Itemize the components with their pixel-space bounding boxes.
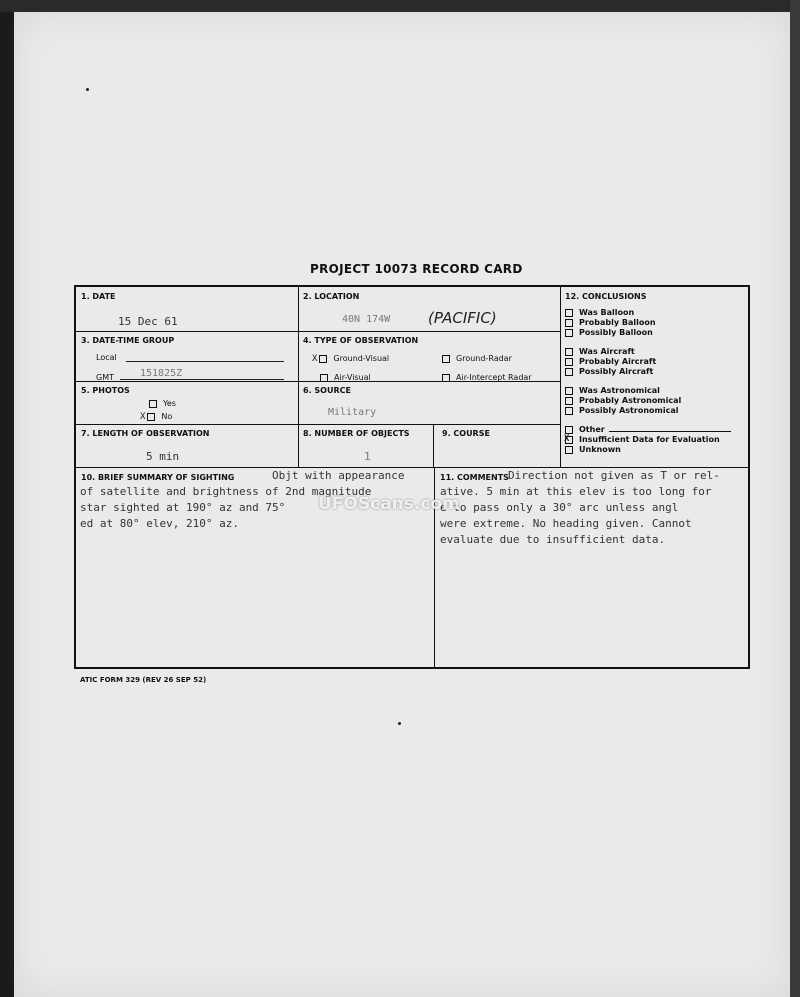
comments-line-5: evaluate due to insufficient data. <box>440 533 666 546</box>
location-handwritten: (PACIFIC) <box>428 309 497 327</box>
location-value: 40N 174W <box>342 314 391 325</box>
conclusions-list <box>565 308 731 455</box>
summary-line-3: star sighted at 190° az and 75° <box>80 501 286 514</box>
type-observation-label: 4. TYPE OF OBSERVATION <box>303 336 419 345</box>
form-id: ATIC FORM 329 (REV 26 SEP 52) <box>80 676 207 684</box>
ground-radar-option: Ground-Radar <box>442 354 512 363</box>
insufficient-data-check: X <box>564 434 570 444</box>
conclusion-possibly-balloon: Possibly Balloon <box>565 328 731 338</box>
air-intercept-radar-option: Air-Intercept Radar <box>442 373 532 382</box>
card-title: PROJECT 10073 RECORD CARD <box>310 262 523 276</box>
air-visual-option: Air-Visual <box>320 373 371 382</box>
scan-right-edge <box>790 0 800 997</box>
conclusion-unknown: Unknown <box>565 445 731 455</box>
conclusion-was-balloon: Was Balloon <box>565 308 731 318</box>
checkbox-icon <box>147 413 155 421</box>
ground-visual-check: X <box>312 354 318 364</box>
course-label: 9. COURSE <box>442 429 490 438</box>
local-underline <box>126 361 284 362</box>
conclusion-was-aircraft: Was Aircraft <box>565 347 731 357</box>
number-objects-value: 1 <box>364 450 371 463</box>
comments-line-4: were extreme. No heading given. Cannot <box>440 517 692 530</box>
photos-label: 5. PHOTOS <box>81 386 130 395</box>
dtg-label: 3. DATE-TIME GROUP <box>81 336 175 345</box>
source-value: Military <box>328 407 377 418</box>
comments-line-1: Direction not given as T or rel- <box>508 469 720 482</box>
scan-speck <box>398 722 401 725</box>
conclusion-insufficient-data: X Insufficient Data for Evaluation <box>564 434 720 444</box>
summary-line-2: of satellite and brightness of 2nd magnitude <box>80 485 372 498</box>
grid-line <box>76 467 748 468</box>
summary-line-4: ed at 80° elev, 210° az. <box>80 517 239 530</box>
checkbox-icon <box>442 355 450 363</box>
checkbox-icon <box>320 374 328 382</box>
record-card <box>74 285 750 669</box>
gmt-label: GMT <box>96 373 114 382</box>
location-label: 2. LOCATION <box>303 292 360 301</box>
grid-line <box>76 331 560 332</box>
photos-yes-option: Yes <box>149 399 176 408</box>
checkbox-icon <box>442 374 450 382</box>
length-label: 7. LENGTH OF OBSERVATION <box>81 429 210 438</box>
conclusion-possibly-astronomical: Possibly Astronomical <box>565 406 731 416</box>
source-label: 6. SOURCE <box>303 386 351 395</box>
conclusion-was-astronomical: Was Astronomical <box>565 386 731 396</box>
checkbox-icon <box>149 400 157 408</box>
summary-line-1: Objt with appearance <box>272 469 405 482</box>
date-value: 15 Dec 61 <box>118 315 178 328</box>
conclusion-probably-astronomical: Probably Astronomical <box>565 396 731 406</box>
comments-line-2: ative. 5 min at this elev is too long for <box>440 485 712 498</box>
checkbox-icon <box>319 355 327 363</box>
photos-no-check: X <box>140 412 146 422</box>
conclusion-possibly-aircraft: Possibly Aircraft <box>565 367 731 377</box>
grid-line <box>560 287 561 467</box>
comments-line-3: e to pass only a 30° arc unless angl <box>440 501 679 514</box>
local-label: Local <box>96 353 117 362</box>
number-objects-label: 8. NUMBER OF OBJECTS <box>303 429 410 438</box>
scan-speck <box>86 88 89 91</box>
scan-top-edge <box>0 0 800 12</box>
conclusion-probably-aircraft: Probably Aircraft <box>565 357 731 367</box>
grid-line <box>433 424 434 467</box>
summary-label: 10. BRIEF SUMMARY OF SIGHTING <box>81 473 235 482</box>
watermark-text: UFOScans.com <box>318 494 460 514</box>
comments-label: 11. COMMENTS <box>440 473 509 482</box>
grid-line <box>76 424 560 425</box>
ground-visual-option: X Ground-Visual <box>312 354 390 364</box>
gmt-value: 151825Z <box>140 368 183 379</box>
conclusions-label: 12. CONCLUSIONS <box>565 292 647 301</box>
gmt-underline <box>120 379 284 380</box>
grid-line <box>298 287 299 467</box>
length-value: 5 min <box>146 450 180 463</box>
photos-no-option: X No <box>140 412 173 422</box>
date-label: 1. DATE <box>81 292 116 301</box>
conclusion-other: Other <box>565 425 731 435</box>
conclusion-probably-balloon: Probably Balloon <box>565 318 731 328</box>
